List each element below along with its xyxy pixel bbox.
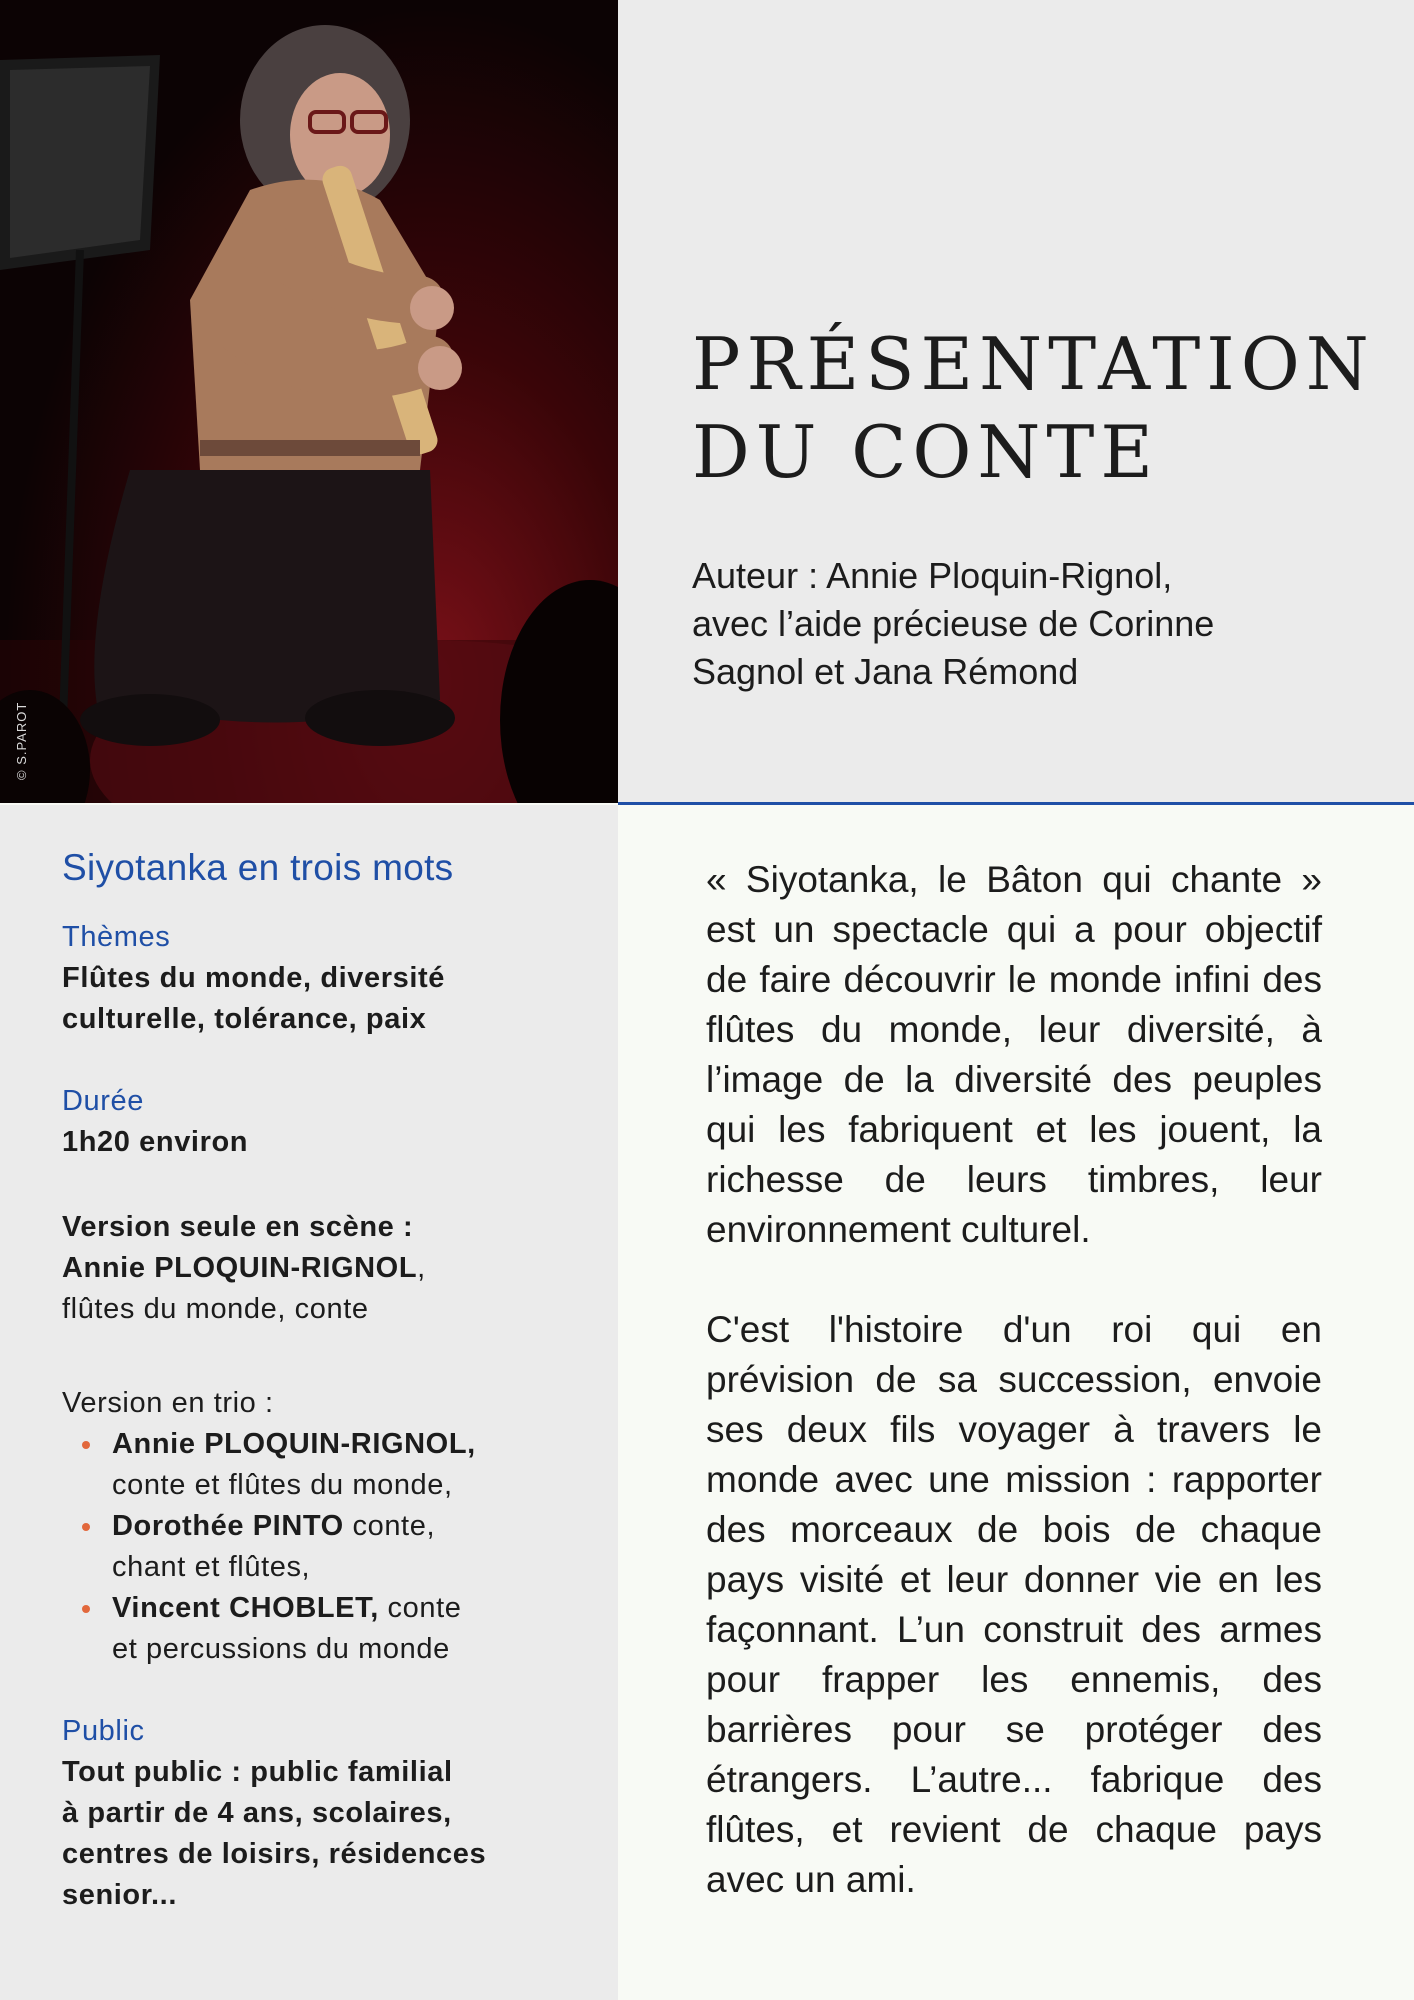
flutist-illustration [0,0,618,803]
themes-line-1: Flûtes du monde, diversité [62,962,445,994]
public-line-3: centres de loisirs, résidences [62,1838,487,1870]
public-section [62,1711,562,1916]
duration-section [62,1081,562,1163]
bullet-icon [82,1523,90,1531]
duration-label: Durée [62,1085,144,1117]
solo-performer-suffix: , [417,1252,426,1284]
page-title [692,320,1392,496]
public-label: Public [62,1715,145,1747]
themes-line-2: culturelle, tolérance, paix [62,1003,427,1035]
themes-label: Thèmes [62,921,171,953]
trio-member-role: conte, [343,1510,436,1542]
trio-member-role-continued: chant et flûtes, [112,1551,311,1583]
trio-member-role: conte [378,1592,462,1624]
author-credit [692,552,1332,696]
public-line-2: à partir de 4 ans, scolaires, [62,1797,452,1829]
public-line-1: Tout public : public familial [62,1756,453,1788]
title-line-2: DU CONTE [692,410,1159,494]
trio-member-list [62,1424,562,1670]
story-description [706,855,1322,1905]
trio-member-role-continued: conte et flûtes du monde, [112,1469,453,1501]
author-line-2: avec l’aide précieuse de Corinne [692,603,1215,644]
header-panel [618,0,1414,803]
list-item [62,1506,562,1588]
photo-credit: © S.PAROT [14,701,29,780]
list-item [62,1588,562,1670]
sidebar-title: Siyotanka en trois mots [62,847,454,888]
bullet-icon [82,1605,90,1613]
trio-member-role-continued: et percussions du monde [112,1633,450,1665]
solo-performer-name: Annie PLOQUIN-RIGNOL [62,1252,418,1284]
themes-section [62,917,562,1040]
solo-performer [62,1248,562,1289]
bullet-icon [82,1441,90,1449]
solo-version-label: Version seule en scène : [62,1211,414,1243]
blue-divider [618,802,1414,805]
info-sidebar [0,805,618,2000]
trio-member-name: Vincent CHOBLET, [112,1592,379,1624]
trio-member-name: Dorothée PINTO [112,1510,344,1542]
duration-value: 1h20 environ [62,1126,249,1158]
trio-version-section [62,1383,562,1670]
trio-version-label: Version en trio : [62,1387,274,1419]
solo-version-section [62,1207,562,1330]
performer-photo [0,0,618,803]
trio-member-name: Annie PLOQUIN-RIGNOL, [112,1428,476,1460]
intro-paragraph: « Siyotanka, le Bâton qui chante » est un spectacle qui a pour objectif de faire découvrir le monde infini des flûtes du monde, leur diversité, à l’image de la diversité des peuples qui les fabriquent et les jouent, la richesse de leurs timbres, leur environnement culturel. [706,859,1322,1250]
author-line-1: Auteur : Annie Ploquin-Rignol, [692,555,1173,596]
plot-paragraph: C'est l'histoire d'un roi qui en prévision de sa succession, envoie ses deux fils voyager à travers le monde avec une mission : rapporter des morceaux de bois de chaque pays visité et leur donner vie en les façonnant. L’un construit des armes pour frapper les ennemis, des barrières pour se protéger des étrangers. L’autre... fabrique des flûtes, et revient de chaque pays avec un ami. [706,1309,1322,1900]
solo-performer-role: flûtes du monde, conte [62,1293,369,1325]
title-line-1: PRÉSENTATION [692,322,1375,406]
author-line-3: Sagnol et Jana Rémond [692,651,1079,692]
public-line-4: senior... [62,1879,177,1911]
list-item [62,1424,562,1506]
